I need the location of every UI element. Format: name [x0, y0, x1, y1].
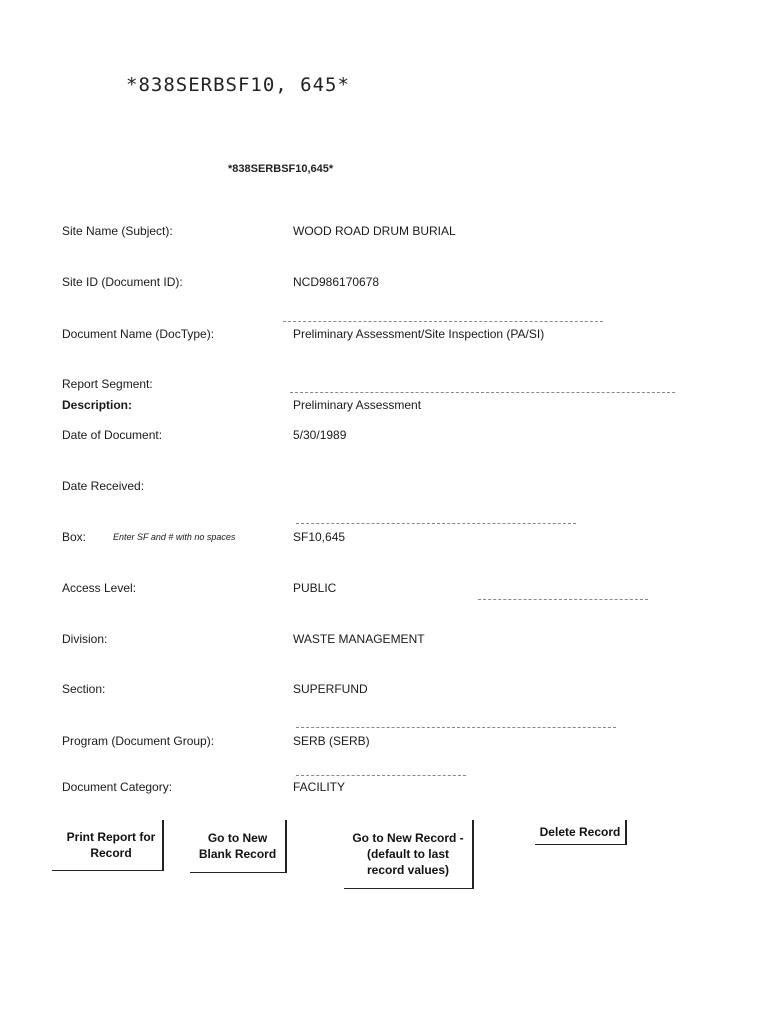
delete-record-button[interactable] — [535, 820, 627, 845]
scan-artifact-line — [296, 523, 576, 524]
access-level-label: Access Level: — [62, 581, 137, 595]
site-name-label: Site Name (Subject): — [62, 224, 173, 238]
new-blank-record-button-label: Go to New — [207, 831, 268, 845]
print-report-button-label: Print Report for — [66, 830, 156, 844]
document-name-value[interactable]: Preliminary Assessment/Site Inspection (PA/SI) — [293, 327, 545, 341]
report-segment-label: Report Segment: — [62, 377, 153, 391]
division-value[interactable]: WASTE MANAGEMENT — [293, 632, 425, 646]
scan-artifact-line — [296, 775, 466, 776]
box-label: Box: — [62, 530, 87, 544]
section-value[interactable]: SUPERFUND — [293, 682, 368, 696]
access-level-value[interactable]: PUBLIC — [293, 581, 337, 595]
box-hint: Enter SF and # with no spaces — [113, 532, 236, 542]
box-value[interactable]: SF10,645 — [293, 530, 346, 544]
site-id-label: Site ID (Document ID): — [62, 275, 183, 289]
document-category-label: Document Category: — [62, 780, 173, 794]
barcode-text-small: *838SERBSF10,645* — [228, 163, 334, 175]
site-id-value[interactable]: NCD986170678 — [293, 275, 380, 289]
new-blank-record-button-label: Blank Record — [198, 847, 277, 861]
print-report-button-label: Record — [90, 846, 132, 860]
print-report-button[interactable] — [52, 820, 164, 871]
scan-artifact-line — [478, 599, 648, 600]
description-value[interactable]: Preliminary Assessment — [293, 398, 422, 412]
scan-artifact-line — [296, 727, 616, 728]
delete-record-button-label: Delete Record — [539, 825, 621, 839]
date-of-document-label: Date of Document: — [62, 428, 163, 442]
new-blank-record-button[interactable] — [190, 820, 287, 873]
new-record-default-button[interactable] — [344, 820, 474, 889]
program-value[interactable]: SERB (SERB) — [293, 734, 370, 748]
document-category-value[interactable]: FACILITY — [293, 780, 346, 794]
date-of-document-value[interactable]: 5/30/1989 — [293, 428, 347, 442]
scan-artifact-line — [283, 321, 603, 322]
section-label: Section: — [62, 682, 106, 696]
description-label: Description: — [62, 398, 133, 412]
document-name-label: Document Name (DocType): — [62, 327, 215, 341]
program-label: Program (Document Group): — [62, 734, 215, 748]
new-record-default-button-label: record values) — [366, 863, 450, 877]
report-segment-underline — [290, 392, 675, 393]
new-record-default-button-label: (default to last — [366, 847, 449, 861]
new-record-default-button-label: Go to New Record - — [352, 831, 464, 845]
date-received-label: Date Received: — [62, 479, 145, 493]
barcode-text-large: *838SERBSF10, 645* — [126, 74, 350, 96]
division-label: Division: — [62, 632, 108, 646]
site-name-value[interactable]: WOOD ROAD DRUM BURIAL — [293, 224, 456, 238]
